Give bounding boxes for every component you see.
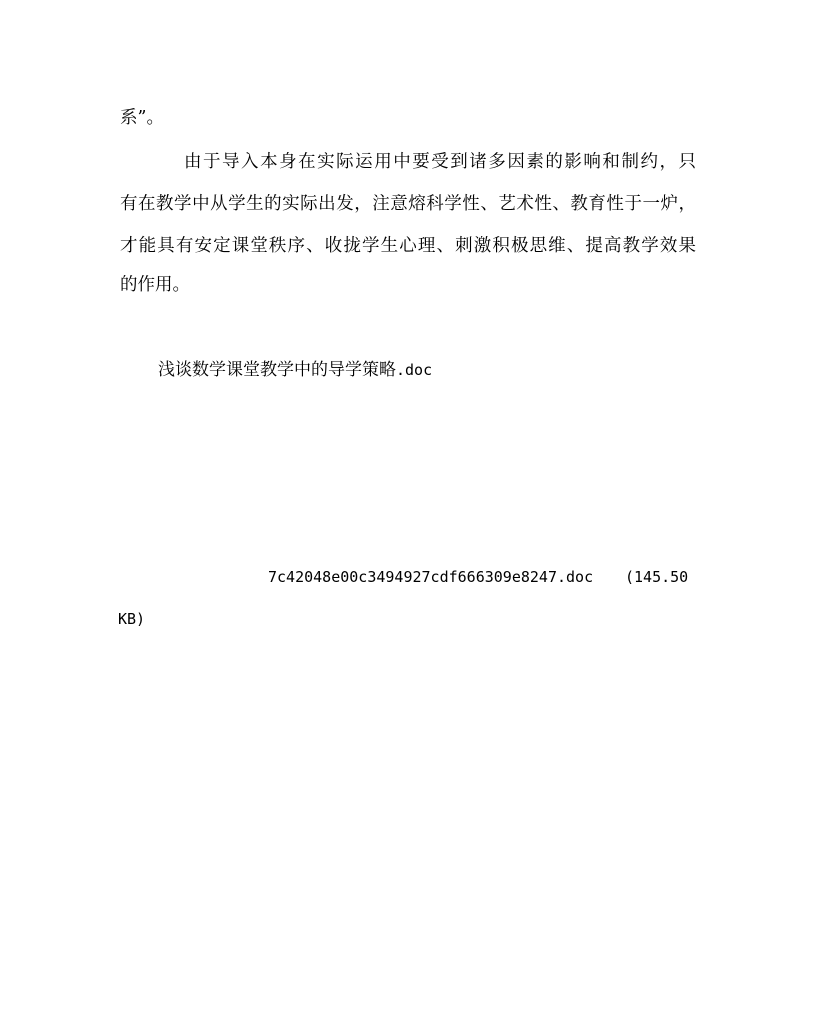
paragraph-line-2: 由于导入本身在实际运用中要受到诸多因素的影响和制约，只: [184, 152, 696, 172]
attachment-file-size-unit: KB): [118, 610, 146, 628]
attachment-file-name[interactable]: 7c42048e00c3494927cdf666309e8247.doc: [268, 568, 594, 586]
attachment-title-extension: .doc: [396, 361, 433, 379]
paragraph-line-5: 的作用。: [120, 275, 190, 295]
attachment-title[interactable]: [158, 358, 432, 382]
attachment-title-text: 浅谈数学课堂教学中的导学策略: [158, 360, 396, 380]
paragraph-line-4: 才能具有安定课堂秩序、收拢学生心理、刺激积极思维、提高教学效果: [120, 236, 696, 256]
paragraph-line-1: 系”。: [120, 108, 164, 128]
paragraph-line-3: 有在教学中从学生的实际出发，注意熔科学性、艺术性、教育性于一炉，: [120, 194, 696, 214]
attachment-file-size: (145.50: [625, 568, 689, 586]
